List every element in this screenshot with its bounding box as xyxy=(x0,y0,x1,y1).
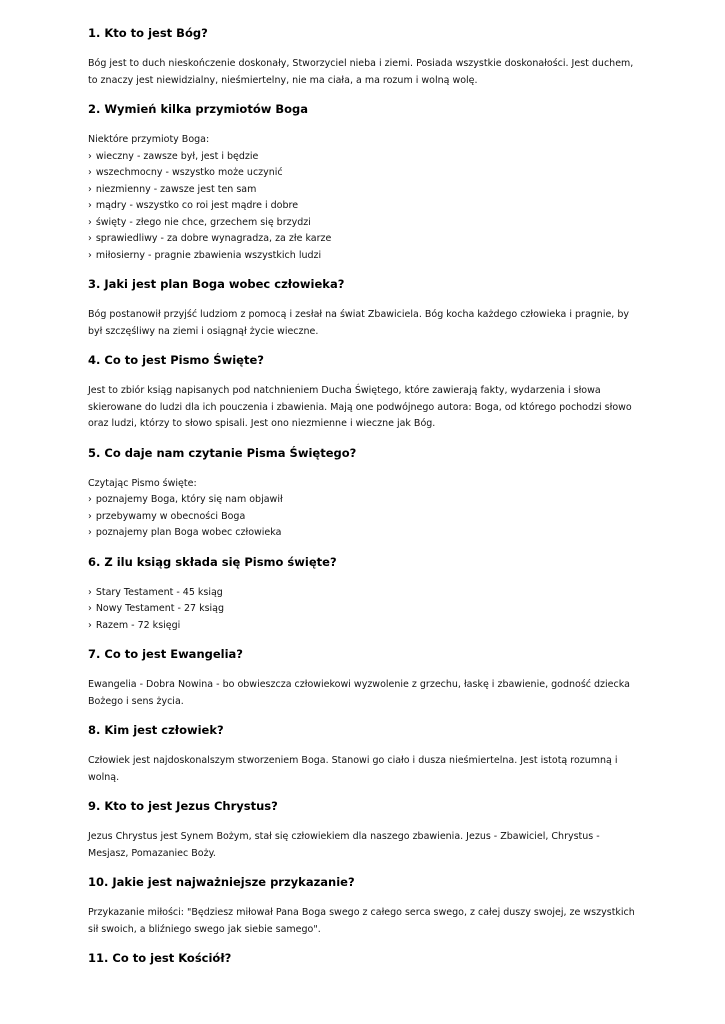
list-item: › święty - złego nie chce, grzechem się brzydzi xyxy=(88,215,637,232)
list-item: › mądry - wszystko co roi jest mądre i dobre xyxy=(88,198,637,215)
section-7-text: Ewangelia - Dobra Nowina - bo obwieszcza człowiekowi wyzwolenie z grzechu, łaskę i zbawienie, godność dziecka Bożego i sens życia. xyxy=(88,679,630,707)
bullet-icon: › xyxy=(88,510,92,522)
list-item: › niezmienny - zawsze jest ten sam xyxy=(88,182,637,199)
bullet-icon: › xyxy=(88,603,92,614)
list-item: › sprawiedliwy - za dobre wynagradza, za złe karze xyxy=(88,231,637,248)
section-6-title: 6. Z ilu ksiąg składa się Pismo święte? xyxy=(88,554,337,569)
section-3-text: Bóg postanowił przyjść ludziom z pomocą i zesłał na świat Zbawiciela. Bóg kocha każdego człowieka i pragnie, by był szczęśliwy na ziemi i osiągnął życie wieczne. xyxy=(88,309,629,337)
section-5-list xyxy=(88,492,637,542)
bullet-icon: › xyxy=(88,249,92,261)
list-item: › wieczny - zawsze był, jest i będzie xyxy=(88,149,637,166)
list-item: › Nowy Testament - 27 ksiąg xyxy=(88,601,637,618)
section-5-title: 5. Co daje nam czytanie Pisma Świętego? xyxy=(88,445,357,460)
bullet-icon: › xyxy=(88,200,92,211)
section-2-list xyxy=(88,149,637,265)
section-7-title: 7. Co to jest Ewangelia? xyxy=(88,647,243,661)
section-10-text: Przykazanie miłości: "Będziesz miłował Pana Boga swego z całego serca swego, z całej duszy swojej, ze wszystkich sił swoich, a bliźniego swego jak siebie samego". xyxy=(88,907,635,935)
bullet-icon: › xyxy=(88,619,92,631)
list-item: › Stary Testament - 45 ksiąg xyxy=(88,585,637,602)
section-7 xyxy=(88,647,637,710)
section-2-intro: Niektóre przymioty Boga: xyxy=(88,134,210,145)
section-1-title: 1. Kto to jest Bóg? xyxy=(88,26,208,40)
section-9-text: Jezus Chrystus jest Synem Bożym, stał się człowiekiem dla naszego zbawienia. Jezus - Zbawiciel, Chrystus - Mesjasz, Pomazaniec Boży. xyxy=(88,831,600,859)
list-item: › przebywamy w obecności Boga xyxy=(88,509,637,526)
bullet-icon: › xyxy=(88,494,92,505)
bullet-icon: › xyxy=(88,216,92,228)
list-item: › poznajemy Boga, który się nam objawił xyxy=(88,492,637,509)
section-3 xyxy=(88,277,637,340)
bullet-icon: › xyxy=(88,183,92,195)
list-item: › poznajemy plan Boga wobec człowieka xyxy=(88,525,637,542)
section-6 xyxy=(88,555,637,635)
section-8-text: Człowiek jest najdoskonalszym stworzeniem Boga. Stanowi go ciało i dusza nieśmiertelna. Jest istotą rozumną i wolną. xyxy=(88,755,618,783)
section-6-list xyxy=(88,585,637,635)
list-item: › Razem - 72 księgi xyxy=(88,618,637,635)
section-5-intro: Czytając Pismo święte: xyxy=(88,477,197,489)
section-2-title: 2. Wymień kilka przymiotów Boga xyxy=(88,102,309,116)
section-11 xyxy=(88,951,637,965)
section-10 xyxy=(88,875,637,938)
section-4-title: 4. Co to jest Pismo Święte? xyxy=(88,353,264,367)
list-item: › wszechmocny - wszystko może uczynić xyxy=(88,165,637,182)
section-4 xyxy=(88,353,637,433)
section-9-title: 9. Kto to jest Jezus Chrystus? xyxy=(88,799,278,813)
bullet-icon: › xyxy=(88,167,92,178)
section-11-title: 11. Co to jest Kościół? xyxy=(88,951,232,965)
section-3-title: 3. Jaki jest plan Boga wobec człowieka? xyxy=(88,277,345,291)
section-1 xyxy=(88,26,637,89)
list-item: › miłosierny - pragnie zbawienia wszystkich ludzi xyxy=(88,248,637,265)
section-1-text: Bóg jest to duch nieskończenie doskonały, Stworzyciel nieba i ziemi. Posiada wszystkie doskonałości. Jest duchem, to znaczy jest niewidzialny, nieśmiertelny, nie ma ciała, a ma rozum i wolną wolę. xyxy=(88,58,634,86)
bullet-icon: › xyxy=(88,150,92,162)
bullet-icon: › xyxy=(88,527,92,538)
section-2 xyxy=(88,102,637,264)
section-9 xyxy=(88,799,637,862)
section-8-title: 8. Kim jest człowiek? xyxy=(88,723,224,737)
bullet-icon: › xyxy=(88,586,92,598)
section-5 xyxy=(88,446,637,542)
bullet-icon: › xyxy=(88,233,92,244)
section-4-text: Jest to zbiór ksiąg napisanych pod natchnieniem Ducha Świętego, które zawierają fakty, wydarzenia i słowa skierowane do ludzi dla ich pouczenia i zbawienia. Mają one podwójnego autora: Boga, od którego pochodzi słowo oraz ludzi, którzy to słowo spisali. Jest ono niezmienne i wieczne jak Bóg. xyxy=(88,385,632,429)
section-10-title: 10. Jakie jest najważniejsze przykazanie? xyxy=(88,875,355,889)
section-8 xyxy=(88,723,637,786)
